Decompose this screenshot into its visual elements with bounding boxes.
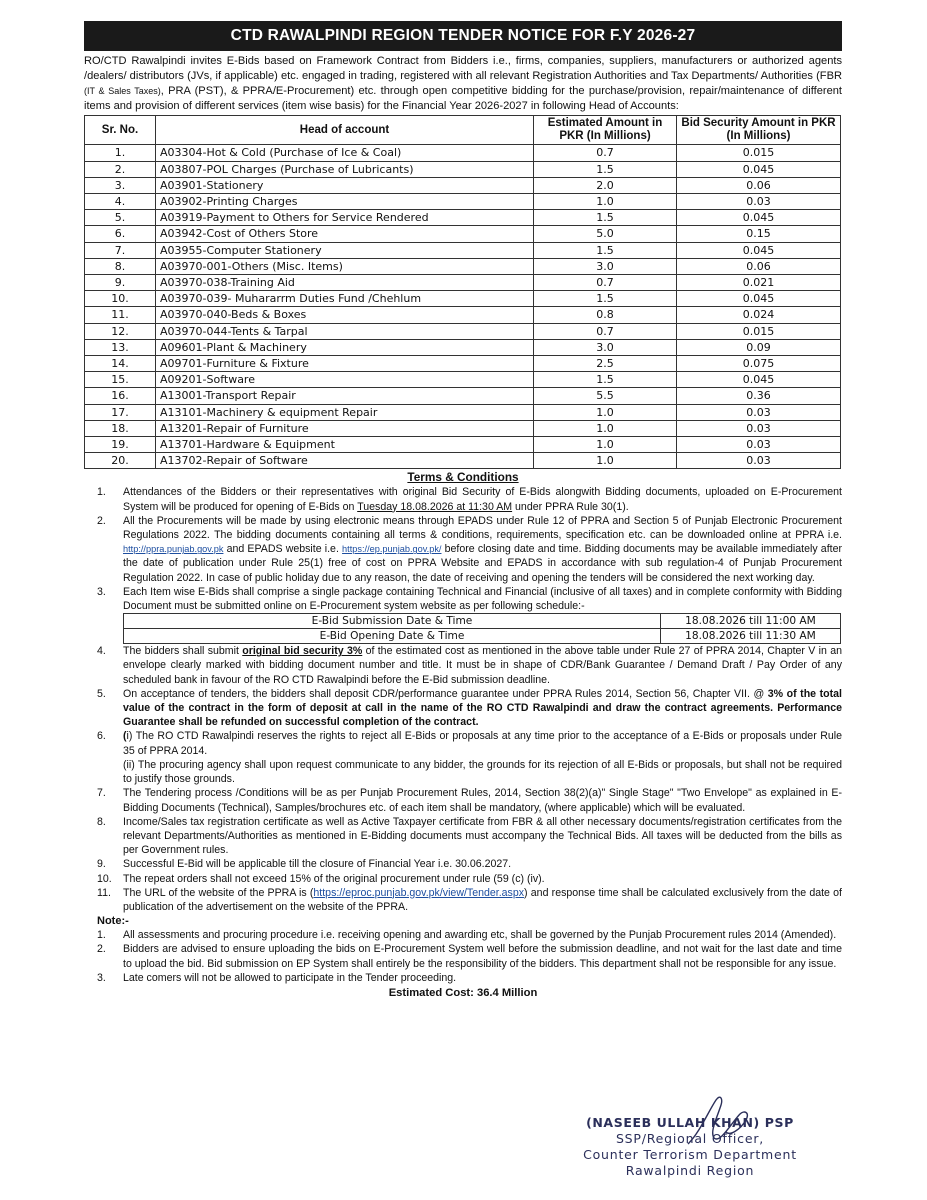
cell-bid-security: 0.045 <box>677 210 841 226</box>
cell-head-of-account: A13701-Hardware & Equipment <box>156 437 534 453</box>
cell-estimated-amount: 2.0 <box>534 177 677 193</box>
signatory-department: Counter Terrorism Department <box>583 1147 797 1162</box>
cell-head-of-account: A03304-Hot & Cold (Purchase of Ice & Coal) <box>156 145 534 161</box>
signatory-designation: SSP/Regional Officer, <box>615 1131 765 1146</box>
term-text: Successful E-Bid will be applicable till the closure of Financial Year i.e. 30.06.2027. <box>123 858 512 871</box>
table-row <box>85 356 841 372</box>
table-row <box>85 372 841 388</box>
term-text: The repeat orders shall not exceed 15% of the original procurement under rule (59 (c) (iv). <box>123 872 545 885</box>
note-text: Bidders are advised to ensure uploading the bids on E-Procurement System well before the submission deadline, and not wait for the last date and time to upload the bid. Bid submission on EP System shall entirely be the responsibility of the bidders. This department shall not be responsible for any issue. <box>123 943 842 970</box>
col-header-head: Head of account <box>156 116 534 145</box>
term-text: before closing date and time. Bidding documents may be available immediately after the date of publication under Rule 25(1) free of cost on PPRA Website and EPADS in accordance with sub regulation-4 of Punjab Procurement Regulation 2022. In case of public holiday due to any reason, the date of receiving and opening the tenders will be considered the next working day. <box>123 543 842 584</box>
term-item <box>84 485 842 513</box>
table-body <box>85 145 841 469</box>
signatory-name: (NASEEB ULLAH KHAN) PSP <box>586 1115 794 1130</box>
table-row <box>85 193 841 209</box>
performance-guarantee-emphasis: 3% of the total value of the contract in the form of deposit at call in the name of the RO CTD Rawalpindi and draw the contract agreements. Performance Guarantee shall be refunded on successful completion of the contract. <box>123 687 842 729</box>
cell-sr: 2. <box>85 161 156 177</box>
terms-heading: Terms & Conditions <box>407 470 519 485</box>
cell-estimated-amount: 1.0 <box>534 437 677 453</box>
table-row <box>85 161 841 177</box>
cell-head-of-account: A03970-001-Others (Misc. Items) <box>156 258 534 274</box>
term-number: 3. <box>97 585 106 598</box>
cell-bid-security: 0.03 <box>677 420 841 436</box>
term-text: The RO CTD Rawalpindi reserves the rights to reject all E-Bids or proposals at any time prior to the acceptance of a E-Bids or proposals under Rule 35 of PPRA 2014. <box>123 730 842 757</box>
intro-paragraph <box>84 54 842 114</box>
table-row <box>85 258 841 274</box>
intro-text-1: RO/CTD Rawalpindi invites E-Bids based on Framework Contract from Bidders i.e., firms, companies, suppliers, manufacturers or authorized agents /dealers/ distributors (JVs, if applicable) etc. engaged in trading, registered with all relevant Registration Authorities and Tax Departments/ Authorities (FBR <box>84 55 842 83</box>
table-row <box>85 307 841 323</box>
cell-bid-security: 0.015 <box>677 145 841 161</box>
term-item <box>84 886 842 914</box>
cell-head-of-account: A03970-040-Beds & Boxes <box>156 307 534 323</box>
bid-security-emphasis: original bid security 3% <box>242 645 363 658</box>
term-text: On acceptance of tenders, the bidders shall deposit CDR/performance guarantee under PPRA Rules 2014, Section 56, Chapter VII. @ <box>123 687 768 700</box>
term-text: and EPADS website i.e. <box>223 543 343 556</box>
cell-estimated-amount: 1.5 <box>534 242 677 258</box>
term-text: Attendances of the Bidders or their representatives with original Bid Security of E-Bids alongwith Bidding documents, uploaded on E-Procurement System will be produced for opening of E-Bids on <box>123 486 842 513</box>
term-item <box>84 514 842 585</box>
cell-head-of-account: A03970-038-Training Aid <box>156 275 534 291</box>
term-number: 9. <box>97 858 106 871</box>
cell-sr: 14. <box>85 356 156 372</box>
cell-bid-security: 0.021 <box>677 275 841 291</box>
cell-sr: 16. <box>85 388 156 404</box>
cell-estimated-amount: 5.0 <box>534 226 677 242</box>
cell-estimated-amount: 0.7 <box>534 275 677 291</box>
cell-estimated-amount: 1.5 <box>534 291 677 307</box>
table-row <box>85 177 841 193</box>
term-item <box>84 729 842 786</box>
cell-estimated-amount: 0.8 <box>534 307 677 323</box>
cell-bid-security: 0.015 <box>677 323 841 339</box>
table-row <box>85 291 841 307</box>
cell-sr: 18. <box>85 420 156 436</box>
cell-bid-security: 0.075 <box>677 356 841 372</box>
cell-estimated-amount: 1.0 <box>534 193 677 209</box>
col-header-bid-security: Bid Security Amount in PKR (In Millions) <box>677 116 841 145</box>
term-text: Each Item wise E-Bids shall comprise a single package containing Technical and Financial (inclusive of all taxes) and in complete conformity with Bidding Document must be submitted online on E-Procurement system website as per following schedule:- <box>123 585 842 613</box>
cell-bid-security: 0.09 <box>677 339 841 355</box>
term-item <box>84 857 842 871</box>
cell-bid-security: 0.045 <box>677 372 841 388</box>
cell-estimated-amount: 5.5 <box>534 388 677 404</box>
cell-sr: 5. <box>85 210 156 226</box>
cell-sr: 19. <box>85 437 156 453</box>
cell-estimated-amount: 1.5 <box>534 210 677 226</box>
note-item <box>84 971 842 985</box>
term-number: 8. <box>97 815 106 828</box>
table-row <box>85 210 841 226</box>
cell-head-of-account: A13201-Repair of Furniture <box>156 420 534 436</box>
intro-small-text: (IT & Sales Taxes) <box>84 86 161 97</box>
cell-head-of-account: A03955-Computer Stationery <box>156 242 534 258</box>
term-text: The URL of the website of the PPRA is ( <box>123 886 314 899</box>
ppra-link[interactable]: http://ppra.punjab.gov.pk <box>123 544 224 555</box>
table-row <box>85 339 841 355</box>
table-row <box>85 242 841 258</box>
term-text: The bidders shall submit <box>123 645 243 658</box>
eproc-link[interactable]: https://eproc.punjab.gov.pk/view/Tender.aspx <box>313 886 525 899</box>
cell-head-of-account: A09201-Software <box>156 372 534 388</box>
cell-sr: 20. <box>85 453 156 469</box>
cell-estimated-amount: 2.5 <box>534 356 677 372</box>
cell-sr: 7. <box>85 242 156 258</box>
cell-head-of-account: A13702-Repair of Software <box>156 453 534 469</box>
col-header-sr: Sr. No. <box>85 116 156 145</box>
cell-sr: 13. <box>85 339 156 355</box>
cell-head-of-account: A03970-039- Muhararrm Duties Fund /Chehlum <box>156 291 534 307</box>
cell-bid-security: 0.03 <box>677 404 841 420</box>
table-row <box>85 145 841 161</box>
cell-bid-security: 0.06 <box>677 177 841 193</box>
roman-bracket: ) <box>128 730 133 743</box>
cell-head-of-account: A13101-Machinery & equipment Repair <box>156 404 534 420</box>
table-row <box>85 323 841 339</box>
table-header-row <box>85 116 841 145</box>
note-item <box>84 942 842 970</box>
cell-sr: 17. <box>85 404 156 420</box>
term-number: 7. <box>97 787 106 800</box>
cell-sr: 3. <box>85 177 156 193</box>
tender-notice <box>84 21 842 1001</box>
term-number: 6. <box>97 730 106 743</box>
note-text: All assessments and procuring procedure i.e. receiving opening and awarding etc, shall be governed by the Punjab Procurement rules 2014 (Amended). <box>123 929 837 942</box>
note-item <box>84 928 842 942</box>
note-text: Late comers will not be allowed to participate in the Tender proceeding. <box>123 971 457 984</box>
roman-numeral: i <box>126 730 129 743</box>
term-text: Income/Sales tax registration certificate as well as Active Taxpayer certificate from FBR & all other necessary documents/registration certificates from the relevant Departments/Authorities as mentioned in E-Bidding documents must accompany the Technical Bids. All taxes will be deducted from the bills as per Government rules. <box>123 815 842 857</box>
cell-estimated-amount: 1.0 <box>534 420 677 436</box>
schedule-value: 18.08.2026 till 11:30 AM <box>661 629 841 644</box>
note-list <box>84 928 842 985</box>
term-number: 5. <box>97 687 106 700</box>
note-number: 2. <box>97 943 106 956</box>
cell-bid-security: 0.045 <box>677 161 841 177</box>
roman-bracket: ( <box>123 730 127 743</box>
term-text: All the Procurements will be made by using electronic means through EPADS under Rule 12 of PPRA and Section 5 of Punjab Electronic Procurement Regulations 2022. The bidding documents containing all terms & conditions, requirements, specification etc. can be downloaded online at PPRA i.e. <box>123 514 842 542</box>
schedule-label: E-Bid Opening Date & Time <box>124 629 661 644</box>
cell-bid-security: 0.06 <box>677 258 841 274</box>
schedule-row <box>124 629 841 644</box>
cell-head-of-account: A03919-Payment to Others for Service Rendered <box>156 210 534 226</box>
table-row <box>85 275 841 291</box>
cell-sr: 1. <box>85 145 156 161</box>
terms-list-continued <box>84 644 842 914</box>
note-number: 1. <box>97 929 106 942</box>
term-item <box>84 585 842 613</box>
intro-text-2: , PRA (PST), & PPRA/E-Procurement) etc. through open competitive bidding for the purchase/provision, repair/maintenance of different items and provision of different services (item wise basis) for the Financial Year 2026-2027 in following Head of Accounts: <box>84 85 842 113</box>
cell-estimated-amount: 0.7 <box>534 323 677 339</box>
cell-sr: 6. <box>85 226 156 242</box>
schedule-value: 18.08.2026 till 11:00 AM <box>661 614 841 629</box>
cell-head-of-account: A09601-Plant & Machinery <box>156 339 534 355</box>
term-item <box>84 687 842 730</box>
cell-head-of-account: A03807-POL Charges (Purchase of Lubricants) <box>156 161 534 177</box>
term-number: 10. <box>97 872 112 885</box>
table-row <box>85 420 841 436</box>
notice-title: CTD RAWALPINDI REGION TENDER NOTICE FOR F.Y 2026-27 <box>84 21 842 51</box>
cell-bid-security: 0.03 <box>677 437 841 453</box>
term-number: 2. <box>97 514 106 527</box>
cell-estimated-amount: 0.7 <box>534 145 677 161</box>
opening-date: Tuesday 18.08.2026 at 11:30 AM <box>357 500 513 513</box>
term-number: 11. <box>97 886 111 899</box>
cell-estimated-amount: 1.5 <box>534 161 677 177</box>
term-number: 4. <box>97 645 106 658</box>
cell-bid-security: 0.024 <box>677 307 841 323</box>
cell-head-of-account: A09701-Furniture & Fixture <box>156 356 534 372</box>
cell-sr: 4. <box>85 193 156 209</box>
term-item <box>84 815 842 858</box>
estimated-cost: Estimated Cost: 36.4 Million <box>388 986 538 999</box>
cell-head-of-account: A13001-Transport Repair <box>156 388 534 404</box>
term-text: under PPRA Rule 30(1). <box>512 500 629 513</box>
term-text: of the estimated cost as mentioned in the above table under Rule 27 of PPRA 2014, Chapter V in an envelope clearly marked with bidding document number and title. It must be in shape of CDR/Bank Guarantee / Demand Draft / Pay Order of any scheduled bank in favour of the RO CTD Rawalpindi before the E-Bid submission deadline. <box>123 645 842 686</box>
cell-bid-security: 0.36 <box>677 388 841 404</box>
table-row <box>85 404 841 420</box>
term-text: (ii) The procuring agency shall upon request communicate to any bidder, the grounds for its rejection of all E-Bids or proposals, but shall not be required to justify those grounds. <box>123 758 842 786</box>
term-item <box>84 786 842 814</box>
table-row <box>85 226 841 242</box>
signature-block <box>560 1115 820 1179</box>
cell-sr: 10. <box>85 291 156 307</box>
cell-head-of-account: A03970-044-Tents & Tarpal <box>156 323 534 339</box>
schedule-row <box>124 614 841 629</box>
cell-sr: 9. <box>85 275 156 291</box>
cell-bid-security: 0.15 <box>677 226 841 242</box>
term-item <box>84 644 842 687</box>
table-row <box>85 388 841 404</box>
col-header-estimated: Estimated Amount in PKR (In Millions) <box>534 116 677 145</box>
cell-sr: 15. <box>85 372 156 388</box>
cell-bid-security: 0.045 <box>677 291 841 307</box>
term-item <box>84 872 842 886</box>
head-of-account-table <box>84 115 841 469</box>
cell-head-of-account: A03901-Stationery <box>156 177 534 193</box>
term-number: 1. <box>97 486 106 499</box>
cell-estimated-amount: 1.0 <box>534 453 677 469</box>
cell-bid-security: 0.045 <box>677 242 841 258</box>
cell-sr: 8. <box>85 258 156 274</box>
note-number: 3. <box>97 971 106 984</box>
epads-link[interactable]: https://ep.punjab.gov.pk/ <box>342 544 442 555</box>
cell-head-of-account: A03942-Cost of Others Store <box>156 226 534 242</box>
cell-estimated-amount: 1.5 <box>534 372 677 388</box>
schedule-table <box>123 613 841 644</box>
cell-bid-security: 0.03 <box>677 453 841 469</box>
term-text: The Tendering process /Conditions will be as per Punjab Procurement Rules, 2014, Section 38(2)(a)" Single Stage" "Two Envelope" as explained in E-Bidding Documents (Technical), Samples/brochures etc. of each item shall be mandatory, (where applicable) which will be evaluated. <box>123 787 842 814</box>
signatory-region: Rawalpindi Region <box>625 1163 755 1178</box>
cell-estimated-amount: 3.0 <box>534 258 677 274</box>
table-row <box>85 437 841 453</box>
term-text: ) and response time shall be calculated exclusively from the date of publication of the advertisement on the website of the PPRA. <box>123 886 842 913</box>
note-heading: Note:- <box>97 915 129 928</box>
cell-bid-security: 0.03 <box>677 193 841 209</box>
terms-list <box>84 485 842 613</box>
cell-sr: 11. <box>85 307 156 323</box>
cell-head-of-account: A03902-Printing Charges <box>156 193 534 209</box>
schedule-label: E-Bid Submission Date & Time <box>124 614 661 629</box>
cell-estimated-amount: 1.0 <box>534 404 677 420</box>
cell-sr: 12. <box>85 323 156 339</box>
cell-estimated-amount: 3.0 <box>534 339 677 355</box>
table-row <box>85 453 841 469</box>
